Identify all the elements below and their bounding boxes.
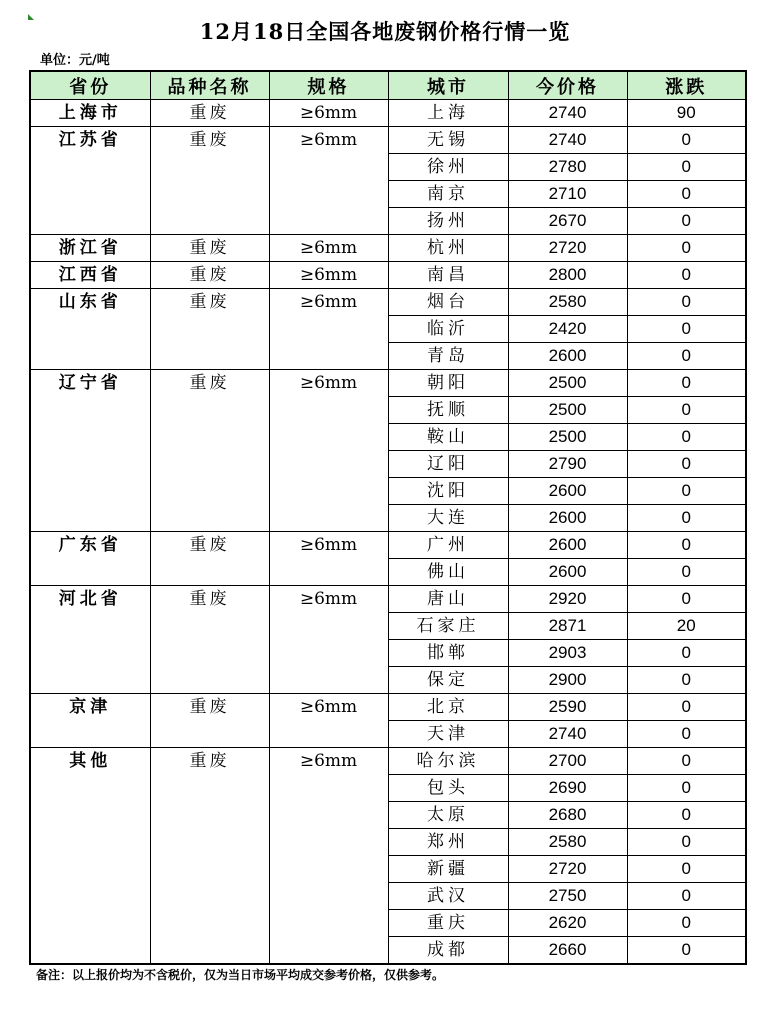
change-cell: 0 (627, 343, 746, 370)
price-cell: 2660 (508, 937, 627, 965)
product-cell: 重废 (150, 694, 269, 748)
price-cell: 2580 (508, 289, 627, 316)
province-cell: 其他 (30, 748, 150, 965)
price-cell: 2720 (508, 856, 627, 883)
city-cell: 哈尔滨 (388, 748, 508, 775)
city-cell: 石家庄 (388, 613, 508, 640)
price-cell: 2420 (508, 316, 627, 343)
price-table (29, 70, 747, 965)
price-cell: 2700 (508, 748, 627, 775)
header-product: 品种名称 (150, 71, 269, 100)
product-cell: 重废 (150, 100, 269, 127)
province-cell: 辽宁省 (30, 370, 150, 532)
spec-cell: ≥6mm (269, 694, 388, 748)
change-cell: 0 (627, 586, 746, 613)
product-cell: 重废 (150, 370, 269, 532)
city-cell: 扬州 (388, 208, 508, 235)
spec-cell: ≥6mm (269, 532, 388, 586)
city-cell: 天津 (388, 721, 508, 748)
header-city: 城市 (388, 71, 508, 100)
change-cell: 20 (627, 613, 746, 640)
header-price: 今价格 (508, 71, 627, 100)
product-cell: 重废 (150, 289, 269, 370)
change-cell: 90 (627, 100, 746, 127)
change-cell: 0 (627, 127, 746, 154)
change-cell: 0 (627, 721, 746, 748)
price-cell: 2780 (508, 154, 627, 181)
table-row (30, 694, 746, 721)
change-cell: 0 (627, 883, 746, 910)
city-cell: 唐山 (388, 586, 508, 613)
price-cell: 2620 (508, 910, 627, 937)
unit-label: 单位：元/吨 (40, 53, 110, 68)
province-cell: 江西省 (30, 262, 150, 289)
price-cell: 2740 (508, 100, 627, 127)
change-cell: 0 (627, 397, 746, 424)
change-cell: 0 (627, 505, 746, 532)
city-cell: 保定 (388, 667, 508, 694)
city-cell: 包头 (388, 775, 508, 802)
change-cell: 0 (627, 910, 746, 937)
price-cell: 2500 (508, 370, 627, 397)
product-cell: 重废 (150, 262, 269, 289)
city-cell: 上海 (388, 100, 508, 127)
price-cell: 2600 (508, 505, 627, 532)
change-cell: 0 (627, 640, 746, 667)
change-cell: 0 (627, 370, 746, 397)
price-cell: 2670 (508, 208, 627, 235)
city-cell: 郑州 (388, 829, 508, 856)
price-cell: 2800 (508, 262, 627, 289)
spec-cell: ≥6mm (269, 235, 388, 262)
table-row (30, 127, 746, 154)
province-cell: 江苏省 (30, 127, 150, 235)
city-cell: 新疆 (388, 856, 508, 883)
table-row (30, 235, 746, 262)
table-row (30, 748, 746, 775)
price-cell: 2600 (508, 343, 627, 370)
change-cell: 0 (627, 829, 746, 856)
change-cell: 0 (627, 262, 746, 289)
spec-cell: ≥6mm (269, 289, 388, 370)
city-cell: 大连 (388, 505, 508, 532)
province-cell: 山东省 (30, 289, 150, 370)
price-cell: 2790 (508, 451, 627, 478)
change-cell: 0 (627, 694, 746, 721)
change-cell: 0 (627, 235, 746, 262)
price-cell: 2900 (508, 667, 627, 694)
price-cell: 2590 (508, 694, 627, 721)
change-cell: 0 (627, 289, 746, 316)
spec-cell: ≥6mm (269, 262, 388, 289)
price-cell: 2580 (508, 829, 627, 856)
header-change: 涨跌 (627, 71, 746, 100)
price-cell: 2903 (508, 640, 627, 667)
change-cell: 0 (627, 559, 746, 586)
city-cell: 沈阳 (388, 478, 508, 505)
price-cell: 2740 (508, 127, 627, 154)
city-cell: 重庆 (388, 910, 508, 937)
city-cell: 徐州 (388, 154, 508, 181)
province-cell: 广东省 (30, 532, 150, 586)
city-cell: 南昌 (388, 262, 508, 289)
table-row (30, 532, 746, 559)
price-cell: 2920 (508, 586, 627, 613)
product-cell: 重废 (150, 127, 269, 235)
header-spec: 规格 (269, 71, 388, 100)
city-cell: 南京 (388, 181, 508, 208)
change-cell: 0 (627, 478, 746, 505)
price-cell: 2750 (508, 883, 627, 910)
header-province: 省份 (30, 71, 150, 100)
spec-cell: ≥6mm (269, 127, 388, 235)
table-row (30, 100, 746, 127)
change-cell: 0 (627, 154, 746, 181)
product-cell: 重废 (150, 235, 269, 262)
city-cell: 临沂 (388, 316, 508, 343)
change-cell: 0 (627, 937, 746, 965)
product-cell: 重废 (150, 748, 269, 965)
city-cell: 武汉 (388, 883, 508, 910)
change-cell: 0 (627, 451, 746, 478)
change-cell: 0 (627, 856, 746, 883)
table-header-row (30, 71, 746, 100)
city-cell: 成都 (388, 937, 508, 965)
city-cell: 鞍山 (388, 424, 508, 451)
change-cell: 0 (627, 316, 746, 343)
province-cell: 上海市 (30, 100, 150, 127)
table-row (30, 289, 746, 316)
price-cell: 2500 (508, 424, 627, 451)
province-cell: 京津 (30, 694, 150, 748)
change-cell: 0 (627, 748, 746, 775)
spec-cell: ≥6mm (269, 100, 388, 127)
change-cell: 0 (627, 532, 746, 559)
province-cell: 河北省 (30, 586, 150, 694)
table-body (30, 100, 746, 965)
table-row (30, 262, 746, 289)
page-title: 12月18日全国各地废钢价格行情一览 (199, 19, 571, 44)
price-cell: 2600 (508, 478, 627, 505)
city-cell: 杭州 (388, 235, 508, 262)
price-cell: 2740 (508, 721, 627, 748)
province-cell: 浙江省 (30, 235, 150, 262)
price-cell: 2871 (508, 613, 627, 640)
price-cell: 2600 (508, 532, 627, 559)
change-cell: 0 (627, 802, 746, 829)
city-cell: 青岛 (388, 343, 508, 370)
price-cell: 2680 (508, 802, 627, 829)
table-row (30, 586, 746, 613)
change-cell: 0 (627, 424, 746, 451)
change-cell: 0 (627, 208, 746, 235)
price-cell: 2690 (508, 775, 627, 802)
price-cell: 2600 (508, 559, 627, 586)
change-cell: 0 (627, 667, 746, 694)
city-cell: 朝阳 (388, 370, 508, 397)
city-cell: 无锡 (388, 127, 508, 154)
city-cell: 太原 (388, 802, 508, 829)
change-cell: 0 (627, 181, 746, 208)
spec-cell: ≥6mm (269, 748, 388, 965)
spec-cell: ≥6mm (269, 586, 388, 694)
city-cell: 北京 (388, 694, 508, 721)
price-cell: 2500 (508, 397, 627, 424)
city-cell: 邯郸 (388, 640, 508, 667)
price-cell: 2710 (508, 181, 627, 208)
city-cell: 佛山 (388, 559, 508, 586)
footnote: 备注：以上报价均为不含税价，仅为当日市场平均成交参考价格，仅供参考。 (36, 968, 445, 982)
change-cell: 0 (627, 775, 746, 802)
city-cell: 抚顺 (388, 397, 508, 424)
spec-cell: ≥6mm (269, 370, 388, 532)
price-cell: 2720 (508, 235, 627, 262)
product-cell: 重废 (150, 532, 269, 586)
city-cell: 广州 (388, 532, 508, 559)
product-cell: 重废 (150, 586, 269, 694)
table-row (30, 370, 746, 397)
city-cell: 辽阳 (388, 451, 508, 478)
city-cell: 烟台 (388, 289, 508, 316)
